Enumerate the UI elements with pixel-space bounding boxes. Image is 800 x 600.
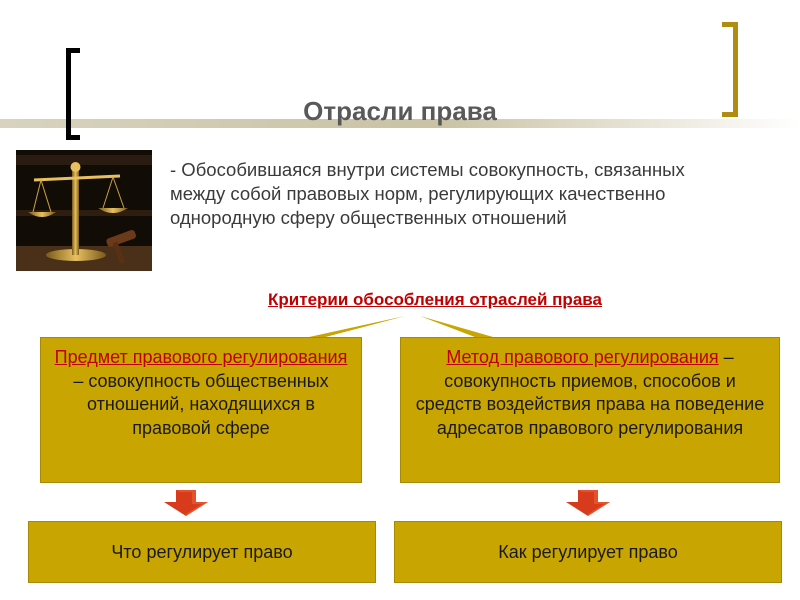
subject-box bbox=[40, 337, 362, 483]
subject-term[interactable]: Предмет правового регулирования bbox=[54, 347, 348, 367]
method-text: совокупность приемов, способов и средств воздействия права на поведение адресатов правового регулирования bbox=[415, 370, 765, 438]
down-arrow-icon bbox=[164, 490, 208, 516]
slide-title: Отрасли права bbox=[303, 96, 497, 126]
down-arrow-icon bbox=[566, 490, 610, 516]
criteria-heading: Критерии обособления отраслей права bbox=[268, 290, 602, 309]
subject-dash: – bbox=[73, 370, 89, 391]
what-regulates-label: Что регулирует право bbox=[111, 541, 293, 562]
method-box bbox=[400, 337, 780, 483]
how-regulates-label: Как регулирует право bbox=[498, 541, 678, 562]
method-dash: – bbox=[718, 347, 734, 367]
how-regulates-box bbox=[394, 521, 782, 583]
subject-text: совокупность общественных отношений, находящихся в правовой сфере bbox=[87, 370, 329, 438]
definition-text: - Обособившаяся внутри системы совокупность, связанных между собой правовых норм, регулирующих качественно однородную сферу общественных отношений bbox=[170, 159, 685, 228]
method-term[interactable]: Метод правового регулирования bbox=[446, 347, 719, 367]
what-regulates-box bbox=[28, 521, 376, 583]
